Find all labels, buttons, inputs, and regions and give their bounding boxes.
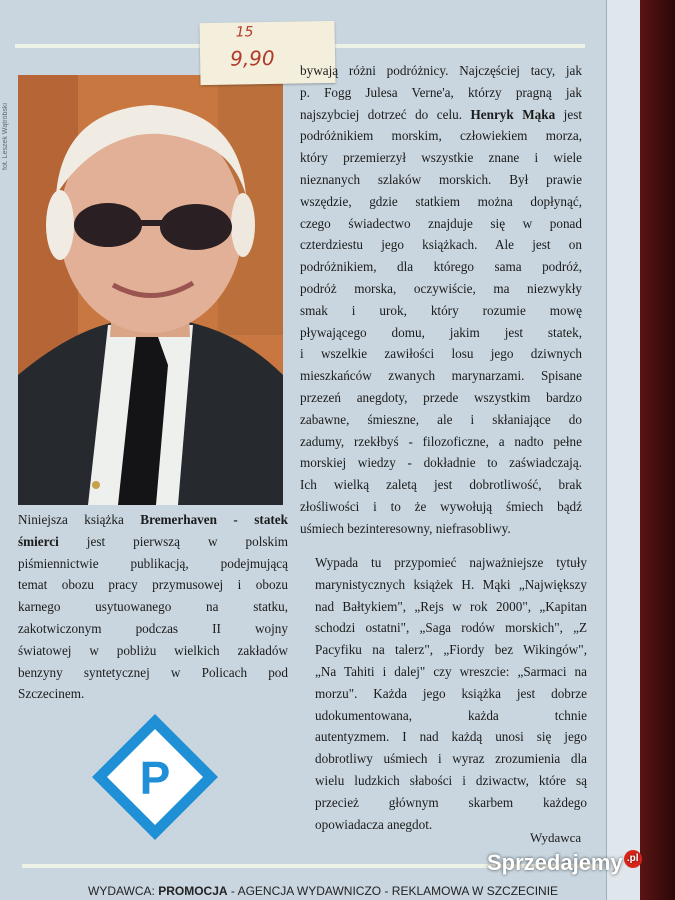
sticker-price: 9,90 (229, 45, 275, 71)
watermark-text: Sprzedajemy (487, 850, 623, 875)
text-line: opowiadacza anegdot. (315, 816, 433, 832)
right-column-titles (315, 552, 587, 835)
text-line: Pacyfiku na talerz", „Fiordy bez Wikingów", (315, 642, 587, 658)
text-line: zabawne, śmieszne, ale i skłaniające do (300, 411, 582, 427)
text-line: przezeń anegdoty, przede wszystkim bardzo (300, 389, 582, 405)
text-line: mieszkańców zwanych marynarzami. Spisane (300, 368, 582, 384)
text-line: złośliwości i to że wywołują śmiech bądź (300, 498, 582, 514)
text-line: Wypada tu przypomieć najważniejsze tytuły (315, 555, 587, 570)
text-line: morzu". Każda jego książka jest dobrze (315, 685, 587, 701)
text-line: pływającego domu, jakim jest statek, (300, 324, 582, 340)
text-line: nad Bałtykiem", „Rejs w rok 2000", „Kapitan (315, 598, 587, 614)
watermark-badge: .pl (624, 850, 642, 868)
text-fragment: Niniejsza książka (18, 512, 124, 527)
text-line: karnego usytuowanego na statku, (18, 599, 288, 615)
text-line: wszędzie, gdzie statkiem można dopłynąć, (300, 193, 582, 209)
text-line: zakotwiczonym podczas II wojny (18, 620, 288, 636)
text-line: temat obozu pracy przymusowej i obozu (18, 577, 288, 593)
site-watermark (487, 850, 642, 876)
text-line: benzyny syntetycznej w Policach pod (18, 664, 288, 680)
text-line: podróżnikiem morskim, człowiekiem morza, (300, 128, 582, 144)
author-name: Henryk Mąka (470, 106, 556, 122)
text-line: Szczecinem. (18, 686, 85, 702)
author-portrait-illustration (18, 75, 283, 505)
background-edge (640, 0, 675, 900)
text-line: „Na Tahiti i dalej" czy wreszcie: „Sarmaci na (315, 663, 587, 679)
text-line: światowej w pobliżu wielkich zakładów (18, 642, 288, 658)
text-line: schodzi ostatni", „Saga rodów morskich", „Z (315, 620, 587, 636)
text-line: czterdziestu jego książkach. Ale jest on (300, 237, 582, 253)
text-line: Ich wielką zaletą jest dobrotliwość, brak (300, 477, 582, 493)
text-line: marynistycznych książek H. Mąki „Największy (315, 576, 587, 592)
text-line: wielu ludzkich słabości i dziwactw, które są (315, 772, 587, 788)
text-line: i wszelkie zawiłości losu jego dziwnych (300, 346, 582, 362)
author-photo (18, 75, 283, 505)
publisher-signature: Wydawca (530, 830, 582, 845)
text-line: przecież głównym skarbem każdego (315, 794, 587, 810)
text-fragment: jest pierwszą w polskim (86, 533, 288, 549)
book-title-part-2: śmierci (18, 533, 59, 549)
text-line: czego świadectwo znajduje się w ponad (300, 215, 582, 231)
text-line: udokumentowana, każda tchnie (315, 707, 587, 723)
text-line: autentyzmem. I nad każdą unosi się jego (315, 729, 587, 745)
text-line: nieznanych szlaków morskich. Był prawie (300, 171, 582, 187)
text-line: smak i urok, który rozumie mowę (300, 302, 582, 318)
book-title-part-1: Bremerhaven - statek (140, 512, 288, 527)
text-line (300, 104, 582, 126)
text-line: podróż morska, oczywiście, ma niezwykły (300, 280, 582, 296)
text-line: który przemierzył wszystkie znane i wiele (300, 150, 582, 166)
text-line: p. Fogg Julesa Verne'a, którzy pragną jak (300, 84, 582, 100)
left-column-description (18, 509, 288, 705)
logo-letter: P (139, 752, 171, 804)
right-column-description (300, 60, 582, 540)
text-line (18, 531, 288, 553)
text-line: podróżnikiem, dla którego sama podróż, (300, 259, 582, 275)
text-line (18, 509, 288, 531)
text-line: dobrotliwy uśmiech i wyraz zrozumienia dla (315, 751, 587, 767)
text-fragment: najszybciej dotrzeć do celu. (300, 106, 463, 122)
footer-brand: PROMOCJA (158, 884, 228, 898)
text-line: zadumy, rzekłbyś - filozoficzne, a nadto pełne (300, 433, 582, 449)
footer-prefix: WYDAWCA: (88, 884, 159, 898)
text-line: bywają różni podróżnicy. Najczęściej tacy, jak (300, 63, 582, 78)
text-line: uśmiech bezinteresowny, niefrasobliwy. (300, 520, 511, 536)
footer-suffix: - AGENCJA WYDAWNICZO - REKLAMOWA W SZCZECINIE (227, 884, 559, 898)
publisher-footer (88, 884, 558, 898)
photo-credit: fot. Leszek Wątróbski (2, 103, 9, 170)
sticker-code: 15 (235, 24, 254, 41)
publisher-logo (90, 712, 220, 842)
text-fragment: jest (563, 106, 582, 122)
text-line: morskiej wiedzy - dokładnie to zaświadczają. (300, 455, 582, 471)
text-line: piśmiennictwie publikacją, podejmującą (18, 555, 288, 571)
book-spine (606, 0, 640, 900)
